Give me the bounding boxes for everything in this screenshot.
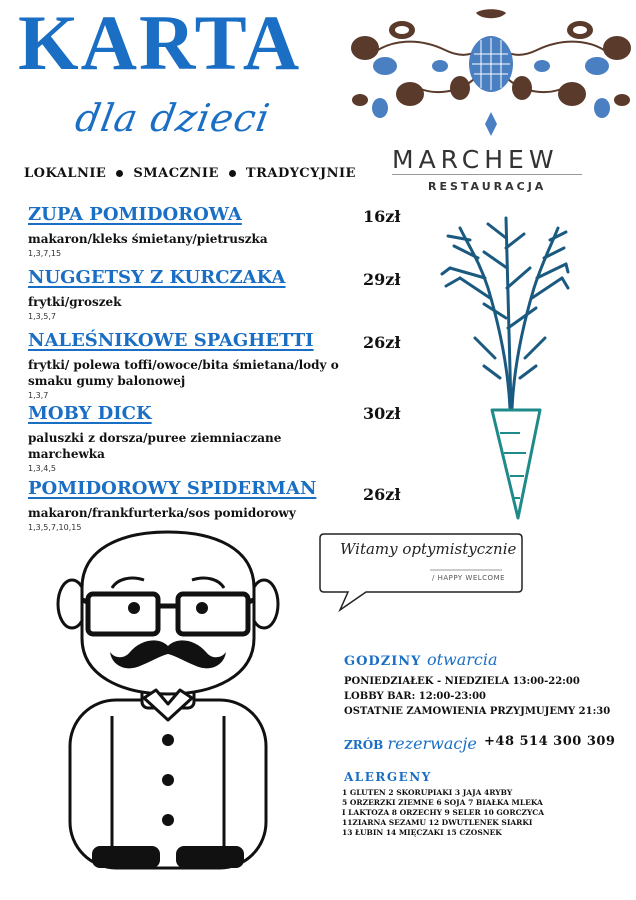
brand-name: MARCHEW <box>392 145 559 174</box>
menu-item <box>28 330 358 400</box>
item-description: frytki/groszek <box>28 295 122 309</box>
allergens-heading: ALERGENY <box>344 770 432 784</box>
menu-item <box>28 403 318 473</box>
item-allergens: 1,3,7,15 <box>28 249 62 258</box>
allergens-line: 1 GLUTEN 2 SKORUPIAKI 3 JAJA 4RYBY <box>342 788 513 797</box>
reservation-label-text: ZRÓB <box>344 738 384 752</box>
menu-title: KARTA <box>18 0 302 86</box>
allergens-line: I LAKTOZA 8 ORZECHY 9 SELER 10 GORCZYCA <box>342 808 545 817</box>
menu-subtitle: dla dzieci <box>72 96 274 140</box>
item-allergens: 1,3,4,5 <box>28 464 56 473</box>
item-allergens: 1,3,5,7 <box>28 312 56 321</box>
item-description: makaron/frankfurterka/sos pomidorowy <box>28 506 296 520</box>
hours-list <box>344 674 610 719</box>
item-allergens: 1,3,5,7,10,15 <box>28 523 82 532</box>
item-allergens: 1,3,7 <box>28 391 49 400</box>
tagline <box>24 166 356 181</box>
item-description: paluszki z dorsza/puree ziemniaczane marchewka <box>28 431 282 461</box>
bullet-icon <box>116 170 123 177</box>
allergens-list <box>342 788 632 838</box>
tagline-word: LOKALNIE <box>24 166 107 181</box>
item-price: 26zł <box>363 485 401 504</box>
item-price: 26zł <box>363 333 401 352</box>
allergens-line: 13 ŁUBIN 14 MIĘCZAKI 15 CZOSNEK <box>342 828 502 837</box>
hours-line: LOBBY BAR: 12:00-23:00 <box>344 691 486 702</box>
menu-item <box>28 204 348 258</box>
item-name: NALEŚNIKOWE SPAGHETTI <box>28 330 314 351</box>
hours-heading-label: GODZINY <box>344 654 422 669</box>
item-name: ZUPA POMIDOROWA <box>28 204 242 225</box>
hours-line: OSTATNIE ZAMOWIENIA PRZYJMUJEMY 21:30 <box>344 706 611 717</box>
item-price: 29zł <box>363 270 401 289</box>
reservation-label <box>344 734 477 753</box>
item-description: frytki/ polewa toffi/owoce/bita śmietana/lody o smaku gumy balonowej <box>28 358 339 388</box>
mustache-man-icon <box>52 528 284 876</box>
bullet-icon <box>229 170 236 177</box>
item-name: MOBY DICK <box>28 403 152 424</box>
item-name: POMIDOROWY SPIDERMAN <box>28 478 317 499</box>
tagline-word: TRADYCYJNIE <box>245 166 356 181</box>
hours-heading-script: otwarcia <box>426 650 498 669</box>
menu-item <box>28 267 348 321</box>
item-price: 30zł <box>363 404 401 423</box>
menu-item <box>28 478 348 532</box>
tagline-word: SMACZNIE <box>133 166 219 181</box>
hours-line: PONIEDZIAŁEK - NIEDZIELA 13:00-22:00 <box>344 676 580 687</box>
item-name: NUGGETSY Z KURCZAKA <box>28 267 286 288</box>
carrot-icon <box>440 208 570 524</box>
brand-divider <box>392 174 582 175</box>
item-price: 16zł <box>363 207 401 226</box>
welcome-subtext: / HAPPY WELCOME <box>432 574 506 582</box>
reservation-label-script: rezerwacje <box>387 734 477 753</box>
allergens-line: 11ZIARNA SEZAMU 12 DWUTLENEK SIARKI <box>342 818 533 827</box>
item-description: makaron/kleks śmietany/pietruszka <box>28 232 268 246</box>
brand-subtitle: RESTAURACJA <box>428 180 547 193</box>
allergens-line: 5 ORZERZKI ZIEMNE 6 SOJA 7 BIAŁKA MLEKA <box>342 798 543 807</box>
reservation-phone[interactable]: +48 514 300 309 <box>484 734 616 749</box>
welcome-text: Witamy optymistycznie <box>340 540 517 558</box>
folk-ornament-icon <box>350 8 632 138</box>
hours-heading <box>344 650 498 669</box>
